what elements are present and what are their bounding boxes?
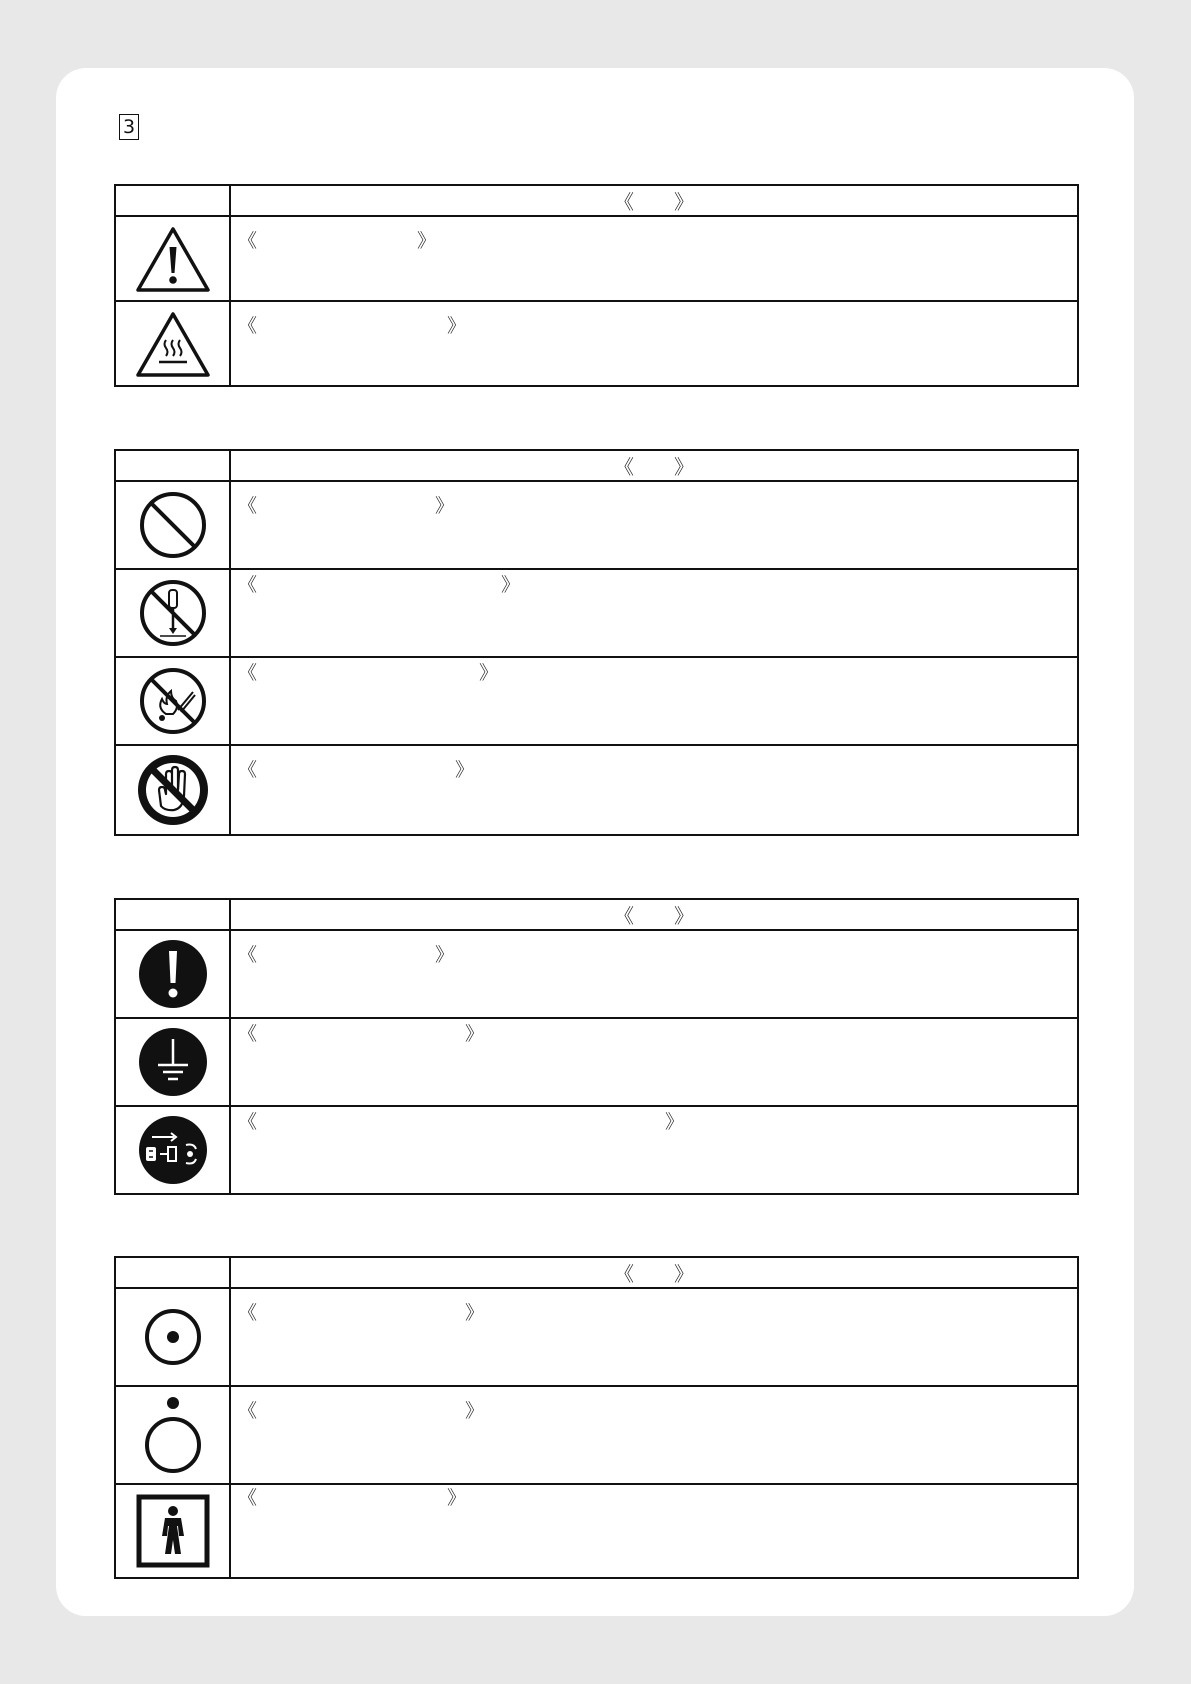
- open-bracket: 《: [238, 1302, 258, 1324]
- symbol-cell: [115, 569, 230, 657]
- close-bracket: 》: [665, 1111, 685, 1133]
- close-bracket: 》: [435, 495, 455, 517]
- symbol-header-cell: [115, 1257, 230, 1288]
- table-title: 《 》: [230, 1257, 1078, 1288]
- description-cell: [230, 481, 1078, 569]
- close-bracket: 》: [465, 1302, 485, 1324]
- table-row: [115, 1106, 1078, 1194]
- do-not-disassemble-icon: [138, 578, 208, 648]
- close-bracket: 》: [479, 662, 499, 684]
- symbol-table-warning: [114, 184, 1079, 387]
- symbol-table-mandatory: [114, 898, 1079, 1195]
- open-bracket: 《: [238, 1111, 258, 1133]
- symbol-cell: [115, 1106, 230, 1194]
- symbol-cell: [115, 216, 230, 301]
- table-row: [115, 1018, 1078, 1106]
- open-bracket: 《: [238, 495, 258, 517]
- table-title: 《 》: [230, 450, 1078, 481]
- open-bracket: 《: [238, 759, 258, 781]
- symbol-cell: [115, 1484, 230, 1578]
- hot-surface-icon: [135, 310, 211, 378]
- open-bracket: 《: [238, 574, 258, 596]
- description-text: [231, 1485, 1077, 1509]
- open-bracket: 《: [238, 315, 258, 337]
- description-cell: [230, 216, 1078, 301]
- open-bracket: 《: [238, 1023, 258, 1045]
- type-bf-applied-part-icon: [136, 1494, 210, 1568]
- table-row: [115, 1386, 1078, 1484]
- table-row: [115, 481, 1078, 569]
- close-bracket: 》: [501, 574, 521, 596]
- description-cell: [230, 745, 1078, 835]
- description-cell: [230, 569, 1078, 657]
- symbol-cell: [115, 1386, 230, 1484]
- table-row: [115, 930, 1078, 1018]
- table-row: [115, 301, 1078, 386]
- close-bracket: 》: [435, 944, 455, 966]
- open-bracket: 《: [238, 230, 258, 252]
- table-row: [115, 745, 1078, 835]
- open-bracket: 《: [238, 1487, 258, 1509]
- description-cell: [230, 301, 1078, 386]
- prohibited-icon: [138, 490, 208, 560]
- table-title: 《 》: [230, 185, 1078, 216]
- description-text: [231, 1387, 1077, 1422]
- table-row: [115, 657, 1078, 745]
- symbol-table-electrical: [114, 1256, 1079, 1579]
- description-text: [231, 217, 1077, 252]
- table-title: 《 》: [230, 899, 1078, 930]
- description-cell: [230, 1018, 1078, 1106]
- ground-connection-icon: [138, 1027, 208, 1097]
- description-cell: [230, 930, 1078, 1018]
- symbol-header-cell: [115, 899, 230, 930]
- symbol-cell: [115, 657, 230, 745]
- description-text: [231, 931, 1077, 966]
- unplug-power-icon: [138, 1115, 208, 1185]
- description-text: [231, 746, 1077, 781]
- table-row: [115, 216, 1078, 301]
- warning-triangle-icon: [135, 225, 211, 293]
- description-text: [231, 1107, 1077, 1133]
- close-bracket: 》: [455, 759, 475, 781]
- symbol-header-cell: [115, 450, 230, 481]
- description-cell: [230, 1386, 1078, 1484]
- description-text: [231, 1289, 1077, 1324]
- open-bracket: 《: [238, 944, 258, 966]
- description-cell: [230, 657, 1078, 745]
- symbol-cell: [115, 301, 230, 386]
- description-text: [231, 482, 1077, 517]
- close-bracket: 》: [417, 230, 437, 252]
- symbol-cell: [115, 1288, 230, 1386]
- do-not-touch-icon: [137, 754, 209, 826]
- description-cell: [230, 1106, 1078, 1194]
- description-cell: [230, 1484, 1078, 1578]
- description-cell: [230, 1288, 1078, 1386]
- table-row: [115, 569, 1078, 657]
- close-bracket: 》: [465, 1400, 485, 1422]
- mandatory-action-icon: [138, 939, 208, 1009]
- close-bracket: 》: [447, 315, 467, 337]
- description-text: [231, 1019, 1077, 1045]
- open-bracket: 《: [238, 1400, 258, 1422]
- power-off-icon: [142, 1395, 204, 1475]
- power-on-icon: [142, 1306, 204, 1368]
- close-bracket: 》: [465, 1023, 485, 1045]
- open-bracket: 《: [238, 662, 258, 684]
- description-text: [231, 302, 1077, 337]
- no-open-flame-icon: [138, 666, 208, 736]
- symbol-table-prohibition: [114, 449, 1079, 836]
- table-row: [115, 1288, 1078, 1386]
- table-row: [115, 1484, 1078, 1578]
- symbol-cell: [115, 745, 230, 835]
- symbol-cell: [115, 1018, 230, 1106]
- section-number-badge: 3: [119, 114, 139, 140]
- symbol-cell: [115, 481, 230, 569]
- description-text: [231, 570, 1077, 596]
- description-text: [231, 658, 1077, 684]
- symbol-cell: [115, 930, 230, 1018]
- close-bracket: 》: [447, 1487, 467, 1509]
- symbol-header-cell: [115, 185, 230, 216]
